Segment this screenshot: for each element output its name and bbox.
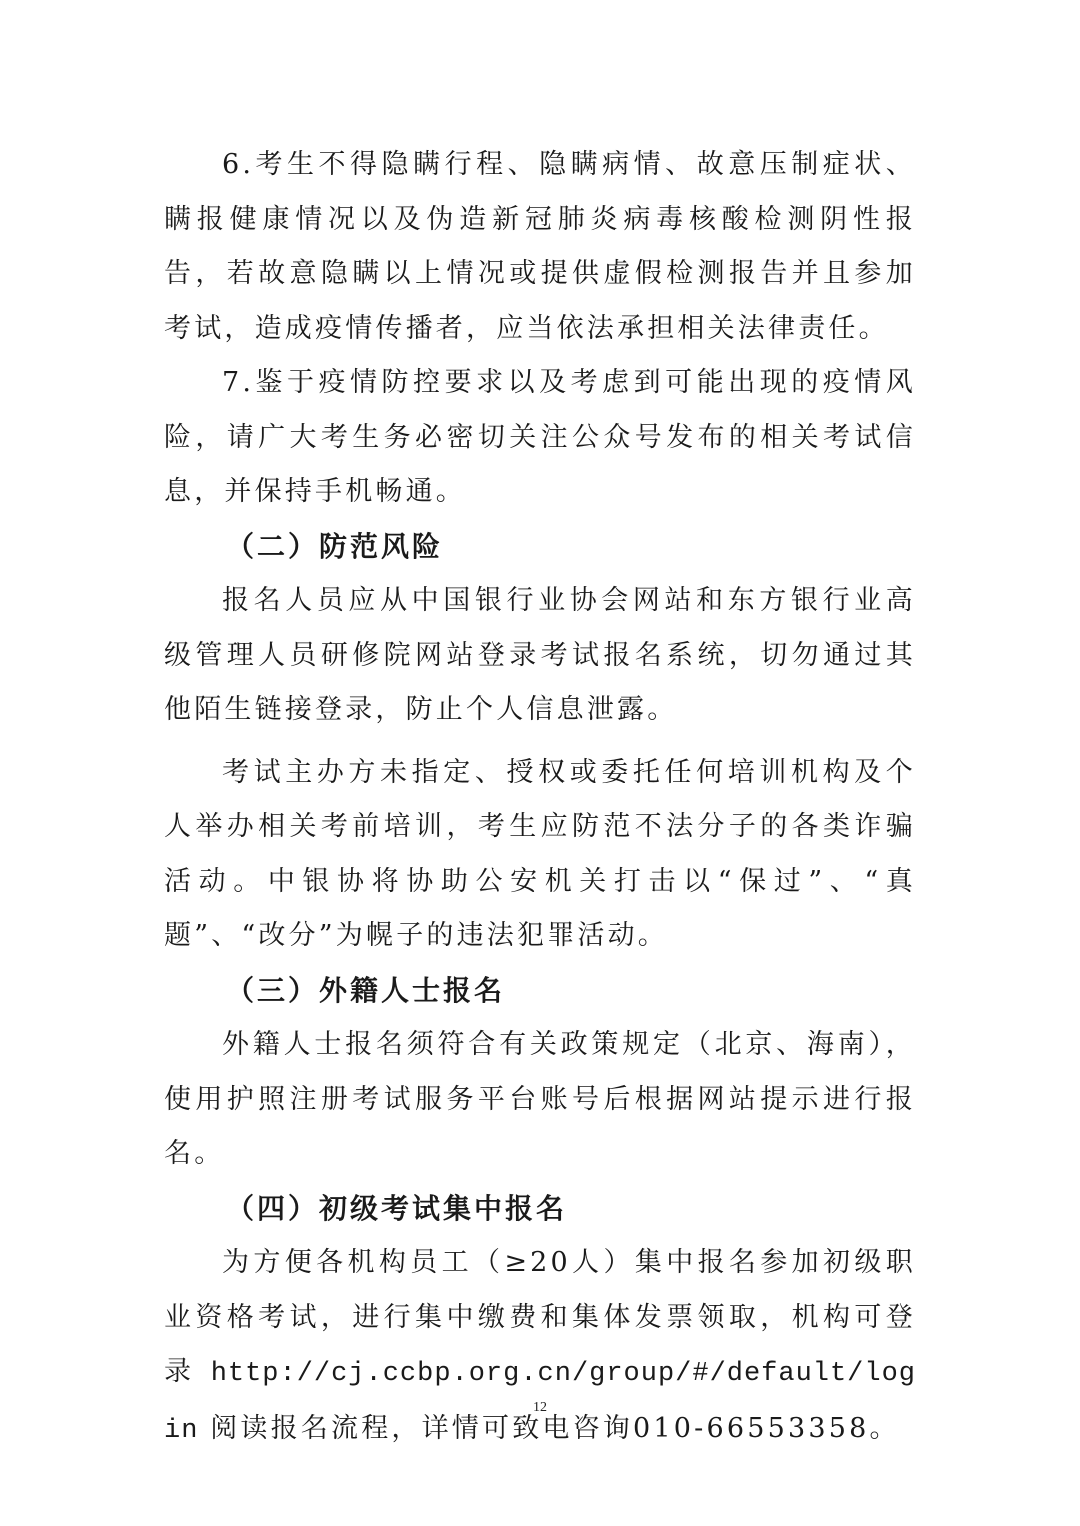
group-text-end: 阅读报名流程，详情可致电咨询010-66553358。 [198,1412,900,1444]
paragraph-item-6: 6.考生不得隐瞒行程、隐瞒病情、故意压制症状、瞒报健康情况以及伪造新冠肺炎病毒核酸检测阴性报告，若故意隐瞒以上情况或提供虚假检测报告并且参加考试，造成疫情传播者，应当依法承担相关法律责任。 [164,149,916,344]
section-heading-foreign: （三）外籍人士报名 [226,973,506,1007]
group-login-link[interactable]: http://cj.ccbp.org.cn/group/#/default/login [164,1359,916,1446]
paragraph-group-registration [164,1236,916,1458]
section-heading-risk: （二）防范风险 [226,529,444,563]
paragraph-risk-fraud: 考试主办方未指定、授权或委托任何培训机构及个人举办相关考前培训，考生应防范不法分子的各类诈骗活动。中银协将协助公安机关打击以“保过”、“真题”、“改分”为幌子的违法犯罪活动。 [164,756,916,951]
page-number: 12 [533,1400,547,1415]
paragraph-item-7: 7.鉴于疫情防控要求以及考虑到可能出现的疫情风险，请广大考生务必密切关注公众号发布的相关考试信息，并保持手机畅通。 [164,367,916,507]
group-text-start: 为方便各机构员工（≥20人）集中报名参加初级职业资格考试，进行集中缴费和集体发票领取，机构可登录 [164,1247,916,1387]
paragraph-foreign-registration: 外籍人士报名须符合有关政策规定（北京、海南），使用护照注册考试服务平台账号后根据网站提示进行报名。 [164,1029,916,1169]
section-heading-group: （四）初级考试集中报名 [226,1191,568,1225]
document-body [164,138,916,1458]
paragraph-risk-login: 报名人员应从中国银行业协会网站和东方银行业高级管理人员研修院网站登录考试报名系统，切勿通过其他陌生链接登录，防止个人信息泄露。 [164,585,916,725]
